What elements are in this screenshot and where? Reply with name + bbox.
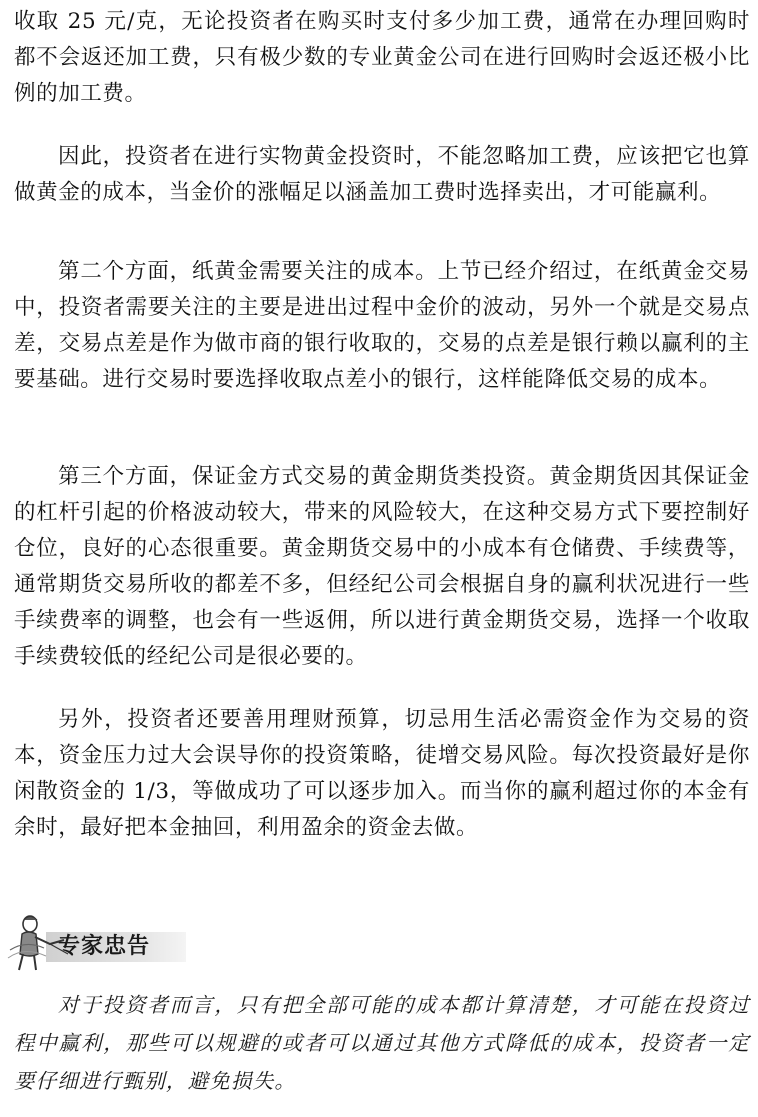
paragraph-paper-gold-cost: 第二个方面，纸黄金需要关注的成本。上节已经介绍过，在纸黄金交易中，投资者需要关注的主要是进出过程中金价的波动，另外一个就是交易点差，交易点差是作为做市商的银行收取的，交易的点差是银行赖以赢利的主要基础。进行交易时要选择收取点差小的银行，这样能降低交易的成本。 (14, 259, 750, 392)
paragraph-gold-futures-cost: 第三个方面，保证金方式交易的黄金期货类投资。黄金期货因其保证金的杠杆引起的价格波动较大，带来的风险较大，在这种交易方式下要控制好仓位，良好的心态很重要。黄金期货交易中的小成本有仓储费、手续费等，通常期货交易所收的都差不多，但经纪公司会根据自身的赢利状况进行一些手续费率的调整，也会有一些返佣，所以进行黄金期货交易，选择一个收取手续费较低的经纪公司是很必要的。 (14, 464, 750, 669)
expert-tip-text: 对于投资者而言，只有把全部可能的成本都计算清楚，才可能在投资过程中赢利，那些可以规避的或者可以通过其他方式降低的成本，投资者一定要仔细进行甄别，避免损失。 (14, 993, 750, 1093)
paragraph-processing-fee: 收取 25 元/克，无论投资者在购买时支付多少加工费，通常在办理回购时都不会返还加工费，只有极少数的专业黄金公司在进行回购时会返还极小比例的加工费。 (14, 9, 750, 106)
expert-tip-title: 专家忠告 (58, 934, 151, 959)
paragraph-budget-advice: 另外，投资者还要善用理财预算，切忌用生活必需资金作为交易的资本，资金压力过大会误导你的投资策略，徒增交易风险。每次投资最好是你闲散资金的 1/3，等做成功了可以逐步加入。而当你的赢利超过你的本金有余时，最好把本金抽回，利用盈余的资金去做。 (14, 707, 750, 840)
paragraph-physical-gold-cost: 因此，投资者在进行实物黄金投资时，不能忽略加工费，应该把它也算做黄金的成本，当金价的涨幅足以涵盖加工费时选择卖出，才可能赢利。 (14, 144, 750, 205)
expert-tip-header (6, 910, 246, 974)
